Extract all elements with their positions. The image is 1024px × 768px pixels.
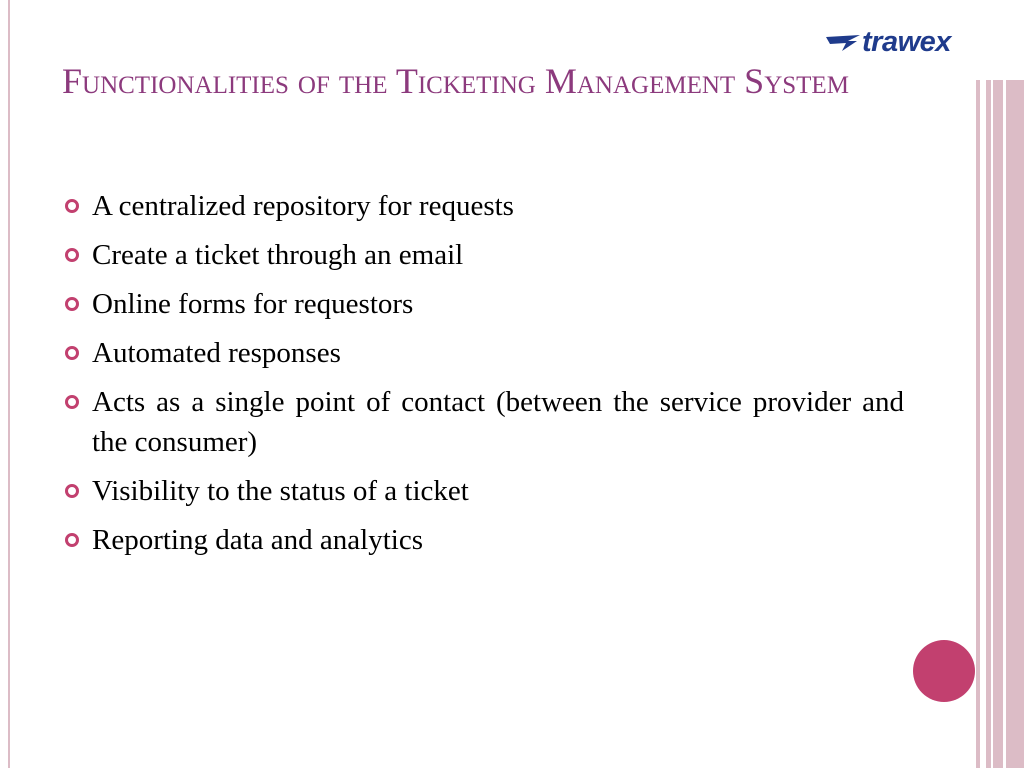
- bullet-ring-icon: [65, 533, 79, 547]
- decorative-circle: [913, 640, 975, 702]
- bullet-ring-icon: [65, 297, 79, 311]
- bullet-text: Online forms for requestors: [92, 288, 414, 320]
- decorative-stripes: [976, 80, 1024, 768]
- slide-title: Functionalities of the Ticketing Management System: [62, 61, 849, 101]
- bullet-list: [62, 186, 904, 569]
- list-item: [62, 333, 904, 373]
- bullet-text: Visibility to the status of a ticket: [92, 475, 469, 507]
- bullet-text: Acts as a single point of contact (between the service provider and the consumer): [92, 386, 904, 458]
- trawex-logo: [826, 24, 986, 60]
- bullet-ring-icon: [65, 346, 79, 360]
- list-item: [62, 520, 904, 560]
- arrow-icon: [826, 31, 860, 53]
- list-item: [62, 471, 904, 511]
- bullet-ring-icon: [65, 484, 79, 498]
- bullet-ring-icon: [65, 395, 79, 409]
- bullet-text: A centralized repository for requests: [92, 190, 514, 222]
- bullet-text: Reporting data and analytics: [92, 524, 423, 556]
- bullet-ring-icon: [65, 199, 79, 213]
- bullet-ring-icon: [65, 248, 79, 262]
- bullet-text: Automated responses: [92, 337, 341, 369]
- list-item: [62, 186, 904, 226]
- bullet-text: Create a ticket through an email: [92, 239, 464, 271]
- list-item: [62, 235, 904, 275]
- left-border-line: [8, 0, 10, 768]
- list-item: [62, 284, 904, 324]
- logo-text: trawex: [862, 25, 951, 58]
- list-item: [62, 382, 904, 462]
